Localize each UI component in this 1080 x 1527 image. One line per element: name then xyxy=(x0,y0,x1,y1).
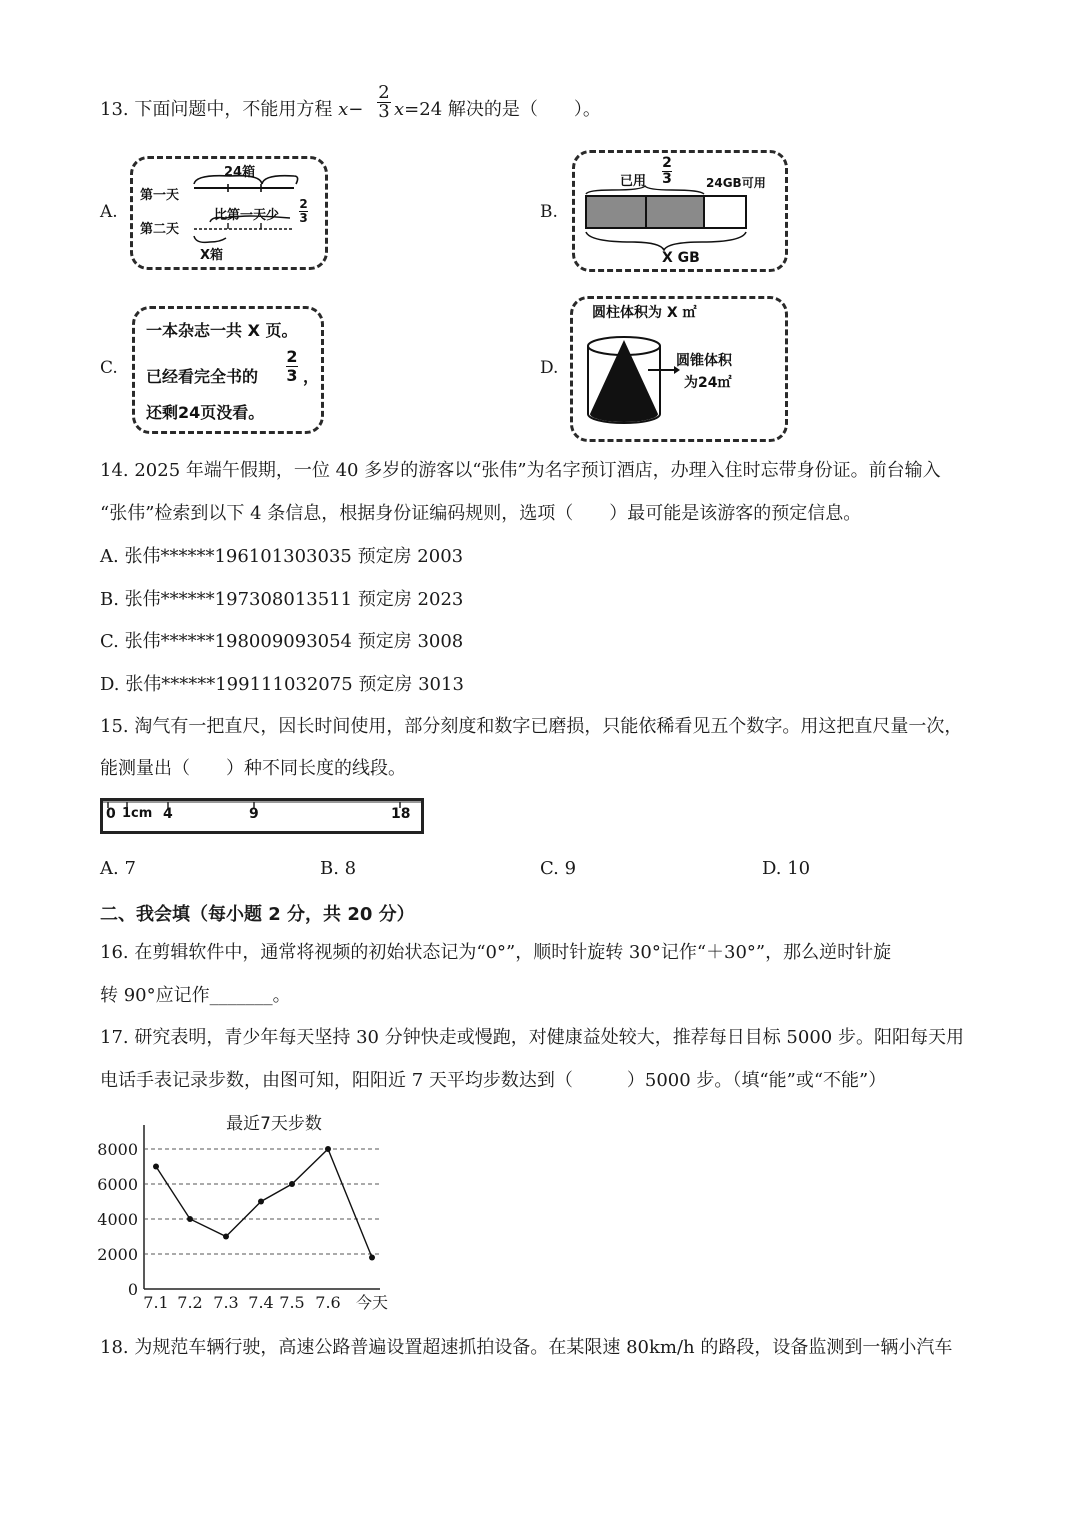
option-c-fraction: 2 3 xyxy=(286,347,298,385)
q14-line2: “张伟”检索到以下 4 条信息，根据身份证编码规则，选项（ ）最可能是该游客的预定信息。 xyxy=(100,503,862,524)
ruler-label-4: 4 xyxy=(163,806,173,822)
y-tick-label: 4000 xyxy=(97,1210,138,1229)
option-a-day1: 第一天 xyxy=(140,188,180,203)
ruler-label-9: 9 xyxy=(249,806,259,822)
option-d-letter: D. xyxy=(540,358,559,378)
steps-line-chart xyxy=(90,1108,400,1313)
option-b-used: 已用 xyxy=(620,174,647,189)
x-tick-label: 7.2 xyxy=(177,1293,203,1312)
chart-title: 最近7天步数 xyxy=(226,1114,322,1134)
q15-line2: 能测量出（ ）种不同长度的线段。 xyxy=(100,758,406,779)
option-d-title: 圆柱体积为 X ㎡ xyxy=(592,305,697,321)
ruler-label-0: 0 xyxy=(106,806,116,822)
option-a-less: 比第一天少 xyxy=(214,208,280,223)
option-c-line1: 一本杂志一共 X 页。 xyxy=(146,321,298,340)
q14-option-d: D. 张伟******199111032075 预定房 3013 xyxy=(100,674,464,695)
series-line xyxy=(156,1149,372,1258)
data-point xyxy=(223,1234,229,1240)
q16-line1: 16. 在剪辑软件中，通常将视频的初始状态记为“0°”，顺时针旋转 30°记作“＋30°”，那么逆时针旋 xyxy=(100,942,892,963)
y-tick-label: 6000 xyxy=(97,1175,138,1194)
option-b-available: 24GB可用 xyxy=(706,176,766,190)
ruler-label-18: 18 xyxy=(391,806,411,822)
q14-option-a: A. 张伟******196101303035 预定房 2003 xyxy=(100,546,464,567)
q13-stem-end: x=24 解决的是（ ）。 xyxy=(394,99,601,120)
data-point xyxy=(187,1216,193,1222)
option-b-fraction: 2 3 xyxy=(662,155,672,187)
q17-line1: 17. 研究表明，青少年每天坚持 30 分钟快走或慢跑，对健康益处较大，推荐每日目标 5000 步。阳阳每天用 xyxy=(100,1027,964,1048)
option-a-letter: A. xyxy=(100,202,118,222)
option-a-fraction: 2 3 xyxy=(299,197,308,225)
option-a-top-label: 24箱 xyxy=(224,165,256,180)
q15-option-b: B. 8 xyxy=(320,858,357,879)
y-tick-label: 8000 xyxy=(97,1140,138,1159)
option-c-letter: C. xyxy=(100,358,118,378)
x-tick-label: 7.6 xyxy=(315,1293,341,1312)
option-c-comma: ， xyxy=(303,367,320,386)
q16-line2: 转 90°应记作_______。 xyxy=(100,985,291,1006)
x-tick-label: 7.3 xyxy=(213,1293,239,1312)
data-point xyxy=(258,1199,264,1205)
data-point xyxy=(289,1181,295,1187)
data-point xyxy=(369,1255,375,1261)
ruler-label-1cm: 1cm xyxy=(122,806,153,821)
q14-option-b: B. 张伟******197308013511 预定房 2023 xyxy=(100,589,464,610)
q15-line1: 15. 淘气有一把直尺，因长时间使用，部分刻度和数字已磨损，只能依稀看见五个数字。用这把直尺量一次， xyxy=(100,716,963,737)
q17-line2: 电话手表记录步数，由图可知，阳阳近 7 天平均步数达到（ ）5000 步。（填“能”或“不能”） xyxy=(100,1070,887,1091)
q18-line1: 18. 为规范车辆行驶，高速公路普遍设置超速抓拍设备。在某限速 80km/h 的路段，设备监测到一辆小汽车 xyxy=(100,1337,953,1358)
section-2-heading: 二、我会填（每小题 2 分，共 20 分） xyxy=(100,904,415,925)
q15-option-c: C. 9 xyxy=(540,858,577,879)
y-tick-label: 2000 xyxy=(97,1245,138,1264)
option-c-line3: 还剩24页没看。 xyxy=(146,403,265,422)
option-c-line2: 已经看完全书的 xyxy=(146,367,259,386)
option-b-bar-diagram xyxy=(572,150,782,266)
q14-option-c: C. 张伟******198009093054 预定房 3008 xyxy=(100,631,464,652)
data-point xyxy=(325,1146,331,1152)
option-d-cylinder-cone xyxy=(570,296,782,436)
q13-stem: 13. 下面问题中，不能用方程 x− xyxy=(100,99,364,120)
ruler-ticks xyxy=(100,798,424,834)
x-tick-label: 7.4 xyxy=(248,1293,274,1312)
q15-option-d: D. 10 xyxy=(762,858,811,879)
y-tick-label: 0 xyxy=(127,1280,138,1299)
option-a-diagram xyxy=(130,156,322,264)
option-a-x-label: X箱 xyxy=(200,248,224,263)
q13-equation-fraction: 2 3 xyxy=(378,82,390,122)
option-b-x-label: X GB xyxy=(662,250,700,266)
x-tick-label: 7.1 xyxy=(143,1293,169,1312)
option-d-cone-line2: 为24㎡ xyxy=(684,375,732,391)
option-b-letter: B. xyxy=(540,202,558,222)
data-point xyxy=(153,1164,159,1170)
x-tick-label: 7.5 xyxy=(279,1293,305,1312)
x-tick-label: 今天 xyxy=(355,1293,389,1312)
q15-option-a: A. 7 xyxy=(100,858,136,879)
q14-line1: 14. 2025 年端午假期，一位 40 多岁的游客以“张伟”为名字预订酒店，办理入住时忘带身份证。前台输入 xyxy=(100,460,941,481)
option-d-cone-line1: 圆锥体积 xyxy=(676,353,732,369)
option-a-day2: 第二天 xyxy=(140,222,180,237)
